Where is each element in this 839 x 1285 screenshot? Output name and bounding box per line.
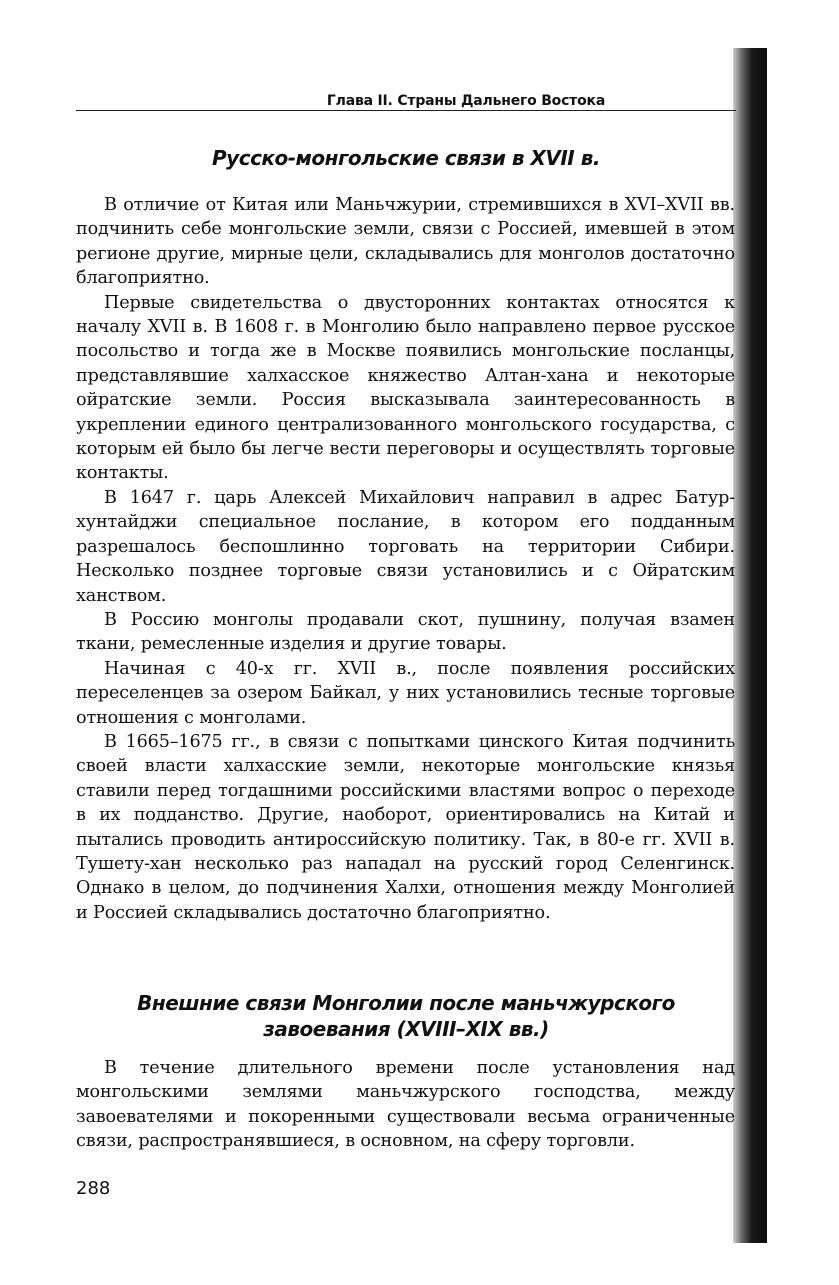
paragraph: В Россию монголы продавали скот, пушнину, получая взамен ткани, ремесленные изделия и другие товары. — [76, 609, 735, 655]
section-heading-russian-mongolian-relations: Русско-монгольские связи в XVII в. — [212, 146, 600, 170]
paragraph: В течение длительного времени после установления над монгольскими землями маньчжурского господства, между завоевателями и покоренными существовали весьма ограниченные связи, распространявшиеся, в основном, на сферу торговли. — [76, 1058, 735, 1152]
page-number: 288 — [76, 1178, 111, 1199]
running-head — [76, 88, 736, 111]
paragraph: В отличие от Китая или Маньчжурии, стремившихся в XVI–XVII вв. подчинить себе монгольские земли, связи с Россией, имевшей в этом регионе другие, мирные цели, складывались для монголов достаточно благоприятно. — [76, 195, 735, 289]
section-2-body — [76, 1056, 735, 1154]
paragraph: В 1665–1675 гг., в связи с попытками цинского Китая подчинить своей власти халхасские земли, некоторые монгольские князья ставили перед тогдашними российскими властями вопрос о переходе в их подданство. Другие, наоборот, ориентировались на Китай и пытались проводить антироссийскую политику. Так, в 80-е гг. XVII в. Тушету-хан несколько раз нападал на русский город Селенгинск. Однако в целом, до подчинения Халхи, отношения между Монголией и Россией складывались достаточно благоприятно. — [76, 731, 735, 923]
section-heading-external-relations — [76, 990, 736, 1042]
paragraph: Начиная с 40-х гг. XVII в., после появления российских переселенцев за озером Байкал, у них установились тесные торговые отношения с монголами. — [76, 658, 735, 728]
running-head-title: Глава II. Страны Дальнего Востока — [326, 93, 606, 109]
paragraph: Первые свидетельства о двусторонних контактах относятся к началу XVII в. В 1608 г. в Монголию было направлено первое русское посольство и тогда же в Москве появились монгольские посланцы, представлявшие халхасское княжество Алтан-хана и некоторые ойратские земли. Россия высказывала заинтересованность в укреплении единого централизованного монгольского государства, с которым ей было бы легче вести переговоры и осуществлять торговые контакты. — [76, 292, 735, 484]
paragraph: В 1647 г. царь Алексей Михайлович направил в адрес Батур-хунтайджи специальное послание, в котором его подданным разрешалось беспошлинно торговать на территории Сибири. Несколько позднее торговые связи установились и с Ойратским ханством. — [76, 487, 735, 606]
scanned-binding-edge — [733, 48, 767, 1243]
section-1-body — [76, 193, 735, 925]
section-heading-line: завоевания (XVIII–XIX вв.) — [263, 1017, 549, 1041]
section-heading-line: Внешние связи Монголии после маньчжурского — [137, 991, 675, 1015]
